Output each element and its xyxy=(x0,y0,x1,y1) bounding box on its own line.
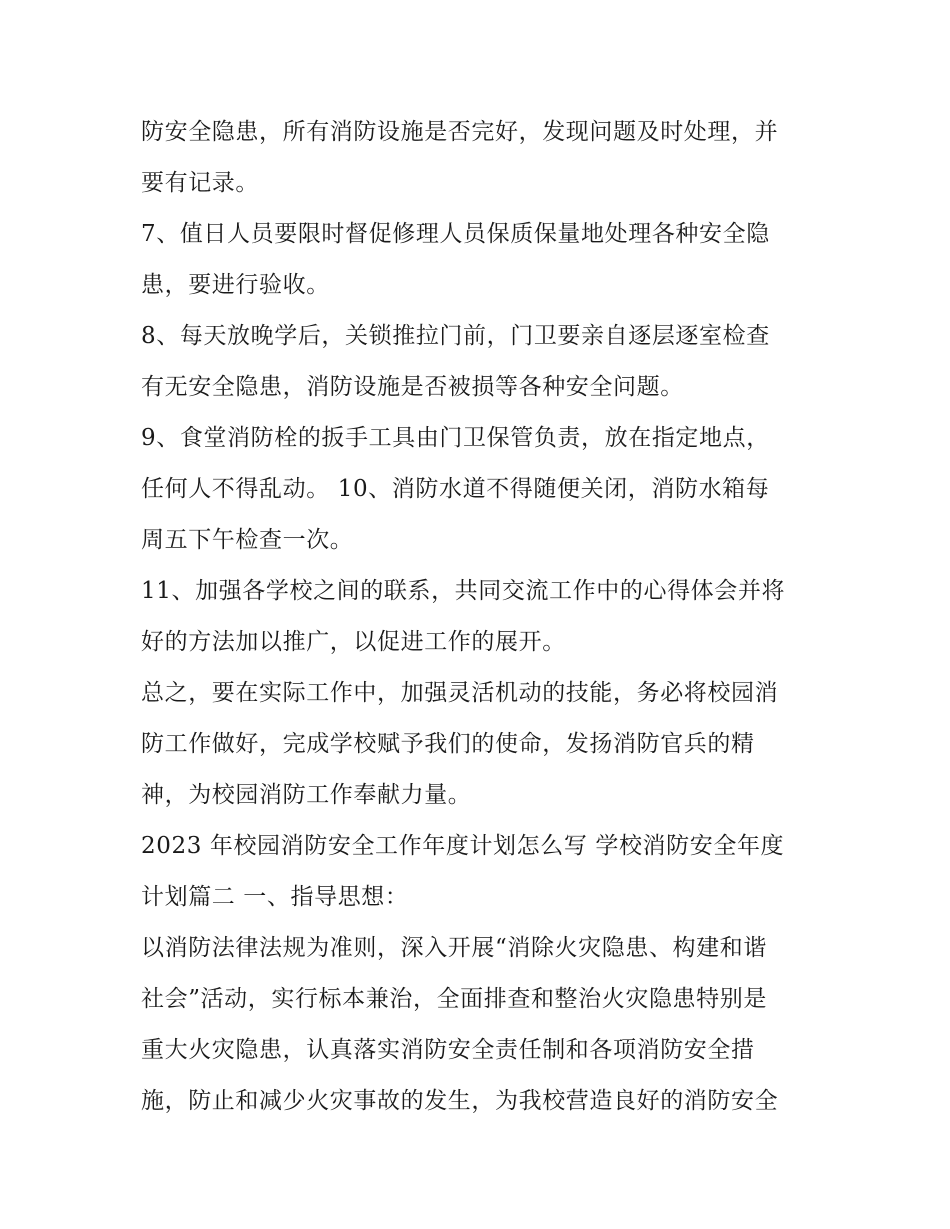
text-line: 神，为校园消防工作奉献力量。 xyxy=(141,782,472,808)
document-body xyxy=(141,107,821,1127)
text-line: 周五下午检查一次。 xyxy=(141,527,354,553)
text-line: 有无安全隐患，消防设施是否被损等各种安全问题。 xyxy=(141,374,684,400)
text-line: 要有记录。 xyxy=(141,170,259,196)
text-line: 9、食堂消防栓的扳手工具由门卫保管负责，放在指定地点， xyxy=(141,425,770,451)
text-line: 防工作做好，完成学校赋予我们的使命，发扬消防官兵的精 xyxy=(141,731,755,757)
text-line: 以消防法律法规为准则，深入开展“消除火灾隐患、构建和谐 xyxy=(141,935,767,961)
text-line: 施，防止和减少火灾事故的发生，为我校营造良好的消防安全 xyxy=(141,1088,779,1114)
text-line: 7、值日人员要限时督促修理人员保质保量地处理各种安全隐 xyxy=(141,221,770,247)
text-line: 患，要进行验收。 xyxy=(141,272,330,298)
text-line: 11、加强各学校之间的联系，共同交流工作中的心得体会并将 xyxy=(141,578,786,604)
text-line: 任何人不得乱动。 10、消防水道不得随便关闭，消防水箱每 xyxy=(141,476,770,502)
text-line: 防安全隐患，所有消防设施是否完好，发现问题及时处理，并 xyxy=(141,119,779,145)
text-line: 2023 年校园消防安全工作年度计划怎么写 学校消防安全年度 xyxy=(141,833,785,859)
text-line: 总之，要在实际工作中，加强灵活机动的技能，务必将校园消 xyxy=(141,680,779,706)
text-line: 8、每天放晚学后，关锁推拉门前，门卫要亲自逐层逐室检查 xyxy=(141,323,770,349)
text-line: 重大火灾隐患，认真落实消防安全责任制和各项消防安全措 xyxy=(141,1037,755,1063)
text-line: 计划篇二 一、指导思想： xyxy=(141,884,409,910)
text-line: 社会”活动，实行标本兼治，全面排查和整治火灾隐患特别是 xyxy=(141,986,767,1012)
text-line: 好的方法加以推广，以促进工作的展开。 xyxy=(141,629,566,655)
